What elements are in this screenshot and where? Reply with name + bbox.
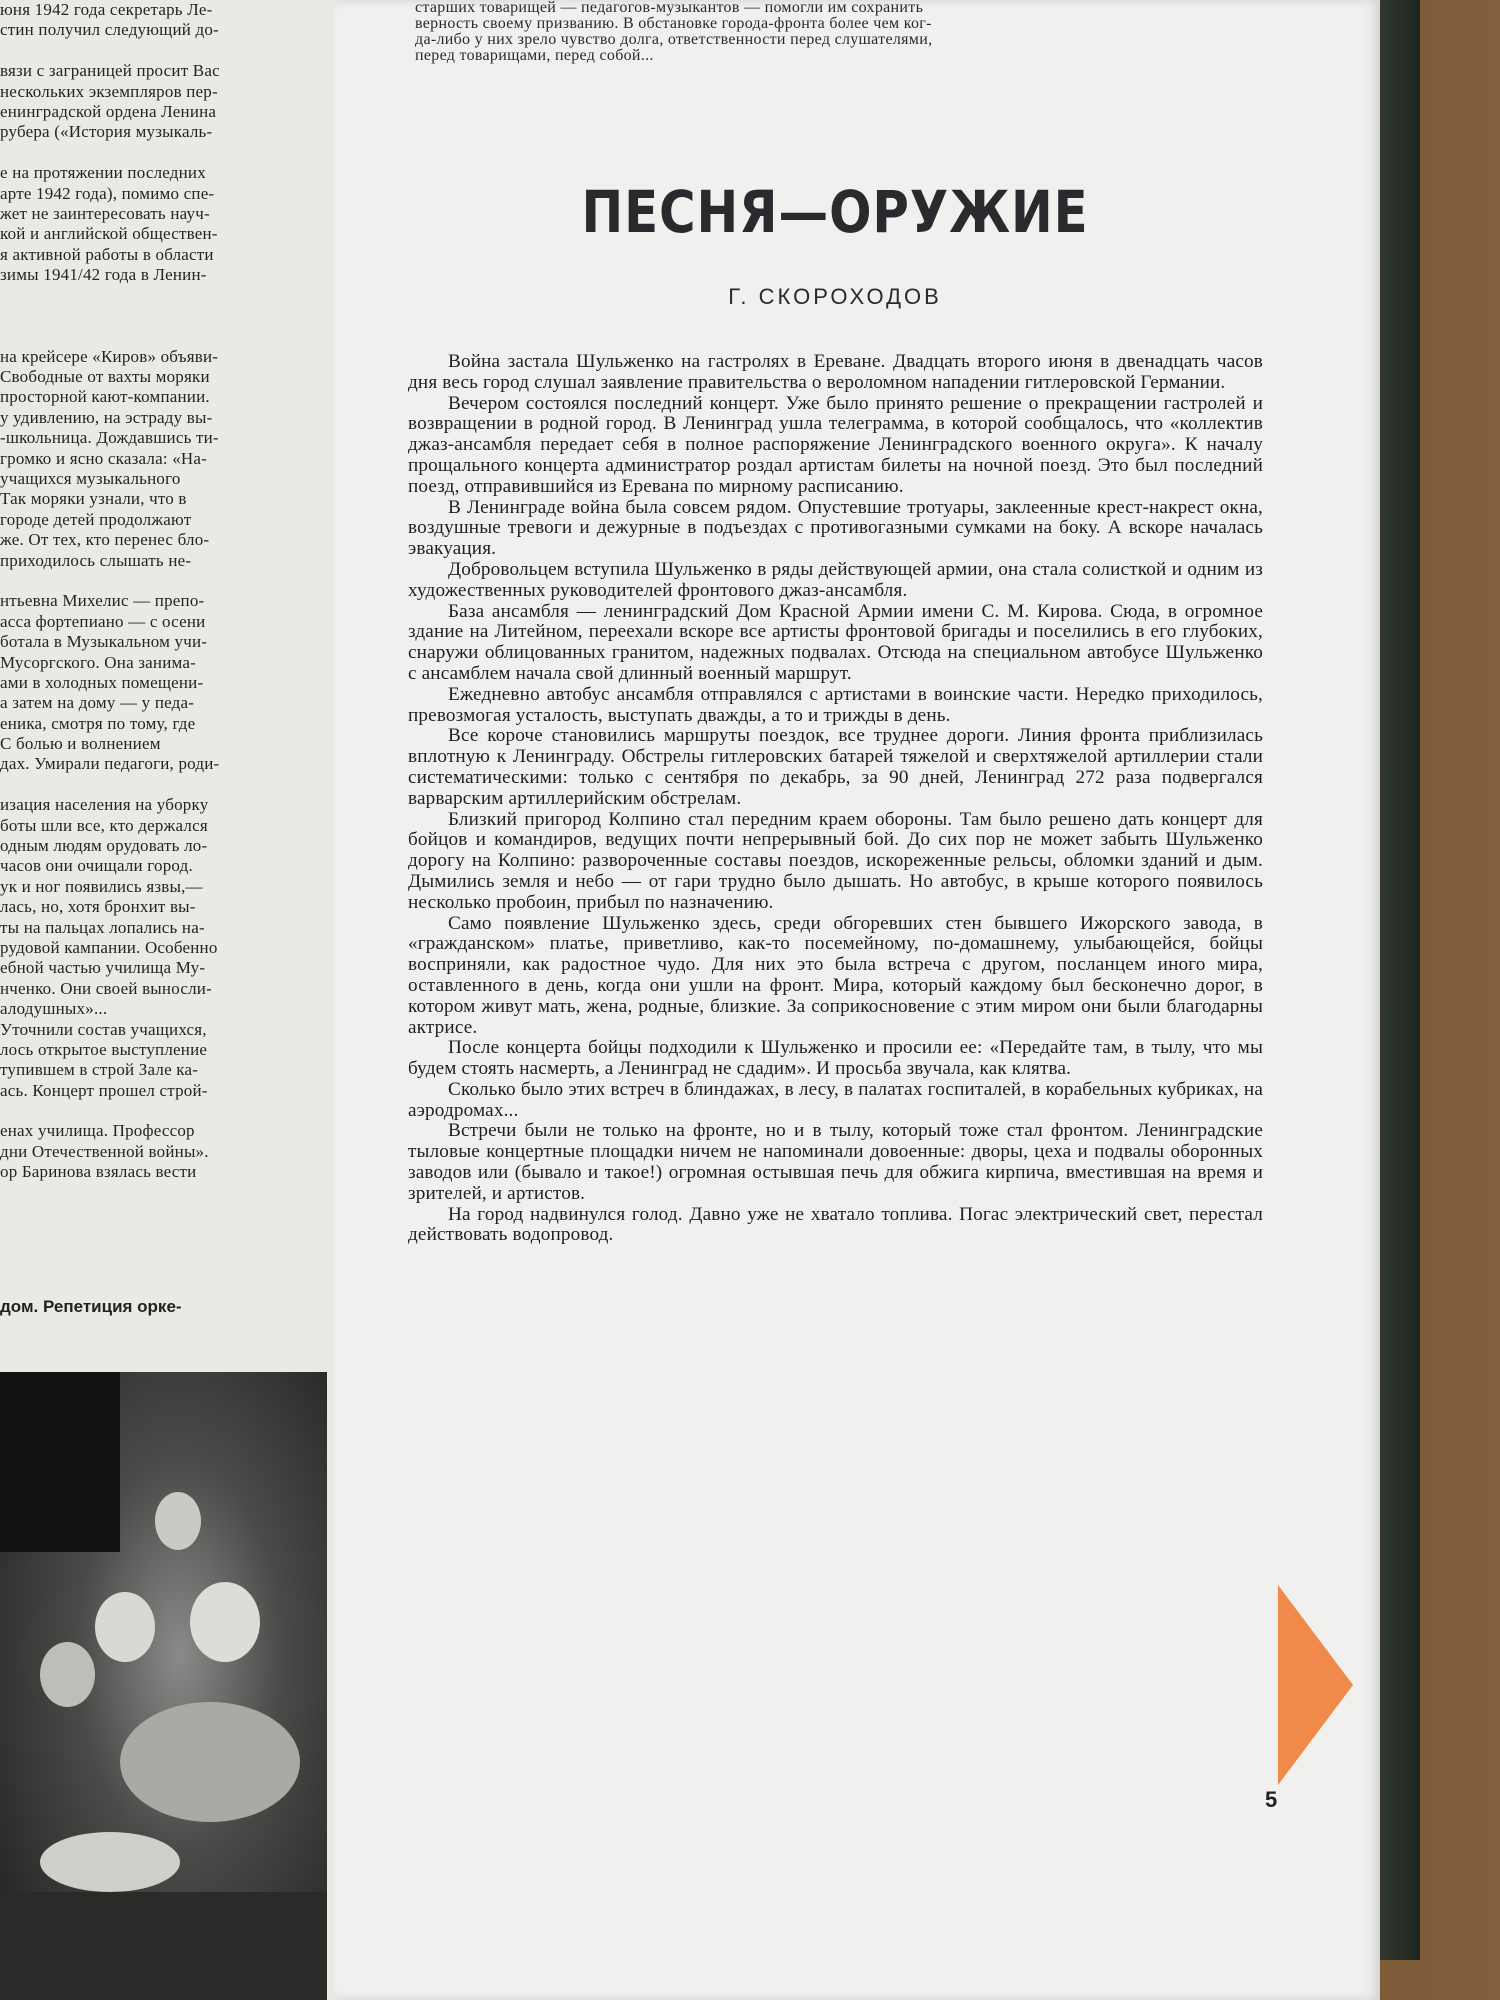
left-text-line: боты шли все, кто держался bbox=[0, 815, 208, 835]
left-text-line: Мусоргского. Она занима- bbox=[0, 652, 196, 672]
paragraph: Добровольцем вступила Шульженко в ряды действующей армии, она стала солисткой и одним из художественных руководителей фронтового джаз-ансамбля. bbox=[408, 558, 1263, 601]
left-text-line: кой и английской обществен- bbox=[0, 224, 218, 244]
left-text-line: ук и ног появились язвы,— bbox=[0, 876, 203, 896]
paragraph: База ансамбля — ленинградский Дом Красной Армии имени С. М. Кирова. Сюда, в огромное здание на Литейном, переехали вскоре все артисты фронтовой бригады и поселились в его глубоких, снаружи облицованных гранитом, надежных подвалах. Отсюда на специальном автобусе Шульженко с ансамблем начала свой длинный военный маршрут. bbox=[408, 600, 1263, 684]
text-line: старших товарищей — педагогов-музыкантов — помогли им сохранить bbox=[415, 0, 924, 16]
left-text-line: стин получил следующий до- bbox=[0, 20, 219, 40]
left-column-text bbox=[0, 0, 340, 1183]
left-text-line: алодушных»... bbox=[0, 999, 108, 1019]
left-text-line: нченко. Они своей выносли- bbox=[0, 978, 212, 998]
photo-caption: дом. Репетиция орке- bbox=[0, 1297, 182, 1316]
paragraph: Само появление Шульженко здесь, среди обгоревших стен бывшего Ижорского завода, в «гражданском» платье, приветливо, как-то посемейному, по-домашнему, улыбающейся, бойцы восприняли, как радостное чудо. Для них это была встреча с другом, посланцем иного мира, оставленного в день, когда они ушли на фронт. Мира, который каждому был бесконечно дорог, в котором живут мать, жена, родные, близкие. За соприкосновение с этим миром они были благодарны актрисе. bbox=[408, 912, 1263, 1038]
left-text-line: Так моряки узнали, что в bbox=[0, 489, 187, 509]
left-text-line: часов они очищали город. bbox=[0, 856, 193, 876]
left-text-line: тупившем в строй Зале ка- bbox=[0, 1060, 199, 1080]
left-text-line: арте 1942 года), помимо спе- bbox=[0, 183, 215, 203]
left-text-line: нтьевна Михелис — препо- bbox=[0, 591, 205, 611]
left-text-line: юня 1942 года секретарь Ле- bbox=[0, 0, 213, 19]
left-text-line: нескольких экземпляров пер- bbox=[0, 81, 218, 101]
left-text-line: ебной частью училища Му- bbox=[0, 958, 206, 978]
left-text-line: жет не заинтересовать науч- bbox=[0, 203, 210, 223]
left-text-line: на крейсере «Киров» объяви- bbox=[0, 346, 219, 366]
left-text-line: городе детей продолжают bbox=[0, 509, 192, 529]
left-text-line: лась, но, хотя бронхит вы- bbox=[0, 897, 196, 917]
left-text-line: ами в холодных помещени- bbox=[0, 672, 204, 692]
paragraph: Все короче становились маршруты поездок, все труднее дороги. Линия фронта приблизилась вплотную к Ленинграду. Обстрелы гитлеровских батарей тяжелой и сверхтяжелой артиллерии стали систематическими: только с сентября по декабрь, за 90 дней, Ленинград 272 раза подвергался варварским артиллерийским обстрелам. bbox=[408, 725, 1263, 809]
left-text-line: я активной работы в области bbox=[0, 244, 214, 264]
left-text-line: дах. Умирали педагоги, роди- bbox=[0, 754, 220, 774]
left-text-line: рубера («История музыкаль- bbox=[0, 122, 213, 142]
left-text-line: ботала в Музыкальном учи- bbox=[0, 632, 208, 652]
left-text-line: ась. Концерт прошел строй- bbox=[0, 1080, 208, 1100]
article-body bbox=[408, 352, 1263, 1246]
text-line: да-либо у них зрело чувство долга, ответственности перед слушателями, bbox=[415, 31, 933, 48]
left-text-line: приходилось слышать не- bbox=[0, 550, 192, 570]
left-text-line: Уточнили состав учащихся, bbox=[0, 1019, 207, 1039]
paragraph: Близкий пригород Колпино стал передним краем обороны. Там было решено дать концерт для бойцов и командиров, ведущих почти непрерывный бой. До сих пор не может забыть Шульженко дорогу на Колпино: развороченные составы поездов, искореженные рельсы, обломки зданий и дым. Дымились земля и небо — от гари трудно было дышать. Но автобус, в крыше которого появилось несколько пробоин, прибыл по назначению. bbox=[408, 808, 1263, 913]
right-page bbox=[335, 0, 1380, 2000]
article-author: Г. СКОРОХОДОВ bbox=[728, 284, 942, 309]
left-text-line: же. От тех, кто перенес бло- bbox=[0, 530, 210, 550]
left-text-line: -школьница. Дождавшись ти- bbox=[0, 428, 219, 448]
left-text-line: рудовой кампании. Особенно bbox=[0, 937, 218, 957]
left-text-line: а затем на дому — у педа- bbox=[0, 693, 195, 713]
left-text-line: просторной кают-компании. bbox=[0, 387, 210, 407]
text-line: перед товарищами, перед собой... bbox=[415, 47, 654, 64]
left-text-line: зимы 1941/42 года в Ленин- bbox=[0, 265, 207, 285]
left-text-line: изация населения на уборку bbox=[0, 795, 209, 815]
left-page bbox=[0, 0, 345, 2000]
orange-arrow-icon bbox=[1278, 1585, 1353, 1785]
page-number: 5 bbox=[1265, 1787, 1278, 1812]
paragraph: В Ленинграде война была совсем рядом. Опустевшие тротуары, заклеенные крест-накрест окна, воздушные тревоги и дежурные в подъездах с противогазными сумками на боку. А вскоре началась эвакуация. bbox=[408, 496, 1263, 560]
left-text-line: вязи с заграницей просит Вас bbox=[0, 61, 220, 81]
left-text-line: е на протяжении последних bbox=[0, 163, 206, 183]
text-line: верность своему призванию. В обстановке города-фронта более чем ког- bbox=[415, 15, 932, 32]
left-text-line: лось открытое выступление bbox=[0, 1039, 208, 1059]
paragraph: После концерта бойцы подходили к Шульженко и просили ее: «Передайте там, в тылу, что мы будем стоять насмерть, а Ленинград не сдадим». И просьба звучала, как клятва. bbox=[408, 1037, 1263, 1080]
left-text-line: еника, смотря по тому, где bbox=[0, 713, 196, 733]
left-text-line: енах училища. Профессор bbox=[0, 1121, 195, 1141]
left-text-line: дни Отечественной войны». bbox=[0, 1141, 209, 1161]
left-text-line: учащихся музыкального bbox=[0, 468, 181, 488]
left-text-line: одным людям орудовать ло- bbox=[0, 836, 208, 856]
article-title: ПЕСНЯ—ОРУЖИЕ bbox=[581, 178, 1089, 246]
paragraph: Сколько было этих встреч в блиндажах, в лесу, в палатах госпиталей, в корабельных кубриках, на аэродромах... bbox=[408, 1078, 1263, 1121]
paragraph: Война застала Шульженко на гастролях в Ереване. Двадцать второго июня в двенадцать часов дня весь город слушал заявление правительства о вероломном нападении гитлеровской Германии. bbox=[408, 351, 1263, 393]
left-text-line: асса фортепиано — с осени bbox=[0, 611, 206, 631]
rehearsal-photo bbox=[0, 1372, 327, 2000]
left-text-line: С болью и волнением bbox=[0, 734, 161, 754]
paragraph: Встречи были не только на фронте, но и в тылу, который тоже стал фронтом. Ленинградские тыловые концертные площадки ничем не напоминали довоенные: дворы, цеха и подвалы оборонных заводов или (бывало и такое!) огромная остывшая печь для обжига кирпича, вместившая на время и зрителей, и артистов. bbox=[408, 1120, 1263, 1204]
left-text-line: енинградской ордена Ленина bbox=[0, 101, 217, 121]
paragraph: На город надвинулся голод. Давно уже не хватало топлива. Погас электрический свет, перестал действовать водопровод. bbox=[408, 1203, 1263, 1246]
paragraph: Вечером состоялся последний концерт. Уже было принято решение о прекращении гастролей и возвращении в родной город. В Ленинград ушла телеграмма, в которой сообщалось, что «коллектив джаз-ансамбля передает себя в полное распоряжение Ленинградского военного округа». К началу прощального концерта администратор роздал артистам билеты на ночной поезд. Это был последний поезд, отправившийся из Еревана по мирному расписанию. bbox=[408, 392, 1263, 497]
left-text-line: у удивлению, на эстраду вы- bbox=[0, 407, 213, 427]
left-text-line: громко и ясно сказала: «На- bbox=[0, 448, 208, 468]
left-text-line: Свободные от вахты моряки bbox=[0, 367, 210, 387]
paragraph: Ежедневно автобус ансамбля отправлялся с артистами в воинские части. Нередко приходилось, превозмогая усталость, выступать дважды, а то и трижды в день. bbox=[408, 683, 1263, 726]
left-text-line: ты на пальцах лопались на- bbox=[0, 917, 205, 937]
left-text-line: ор Баринова взялась вести bbox=[0, 1162, 197, 1182]
previous-article-ending bbox=[415, 0, 1295, 64]
